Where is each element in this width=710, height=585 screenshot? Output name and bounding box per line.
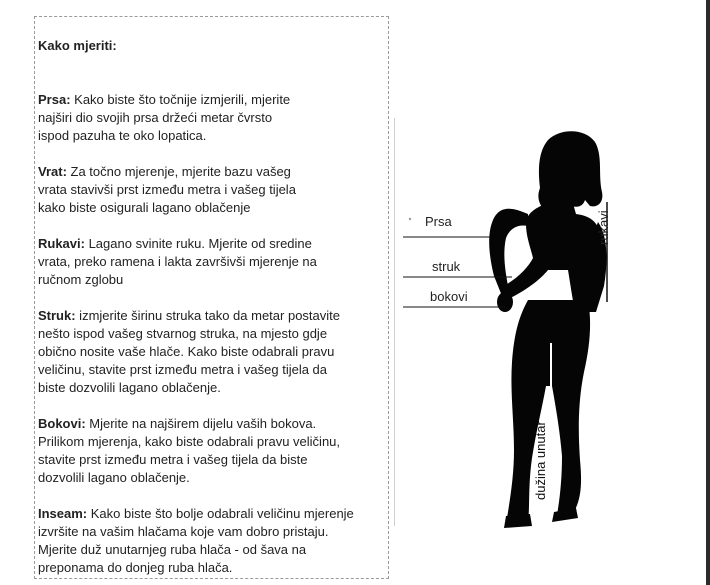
section-term: Bokovi: — [38, 416, 86, 431]
section-text: Kako biste što bolje odabrali veličinu mjerenje izvršite na vašim hlačama koje vam dobro pristaju. Mjerite duž unutarnjeg ruba hlača - od šava na preponama do donjeg ruba hlača. — [38, 506, 354, 575]
sleeves-label: rukavi — [596, 210, 611, 245]
hips-label: bokovi — [430, 289, 468, 304]
section-text: Za točno mjerenje, mjerite bazu vašeg vrata stavivši prst između metra i vašeg tijela kako biste osigurali lagano oblačenje — [38, 164, 296, 215]
section-text: Mjerite na najširem dijelu vaših bokova. Prilikom mjerenja, kako biste odabrali pravu veličinu, stavite prst između metra i vašeg tijela da biste dozvolili lagano oblačenje. — [38, 416, 341, 485]
inseam-label: dužina unutar — [533, 421, 548, 500]
instructions-title: Kako mjeriti: — [38, 38, 117, 53]
section-term: Rukavi: — [38, 236, 85, 251]
waist-label: struk — [432, 259, 461, 274]
section-text: Lagano svinite ruku. Mjerite od sredine vrata, preko ramena i lakta završivši mjerenje na ručnom zglobu — [38, 236, 317, 287]
section-term: Inseam: — [38, 506, 88, 521]
chest-label: Prsa — [425, 214, 452, 229]
section-term: Prsa: — [38, 92, 71, 107]
section-text: izmjerite širinu struka tako da metar postavite nešto ispod vašeg stvarnog struka, na mjesto gdje obično nosite vaše hlače. Kako biste odabrali pravu veličinu, stavite prst između metra i vašeg tijela da biste dozvolili lagano oblačenje. — [38, 308, 340, 395]
section-term: Struk: — [38, 308, 76, 323]
section-text: Kako biste što točnije izmjerili, mjerite najširi dio svojih prsa držeći metar čvrsto ispod pazuha te oko lopatica. — [38, 92, 291, 143]
chest-dot-marker — [409, 218, 411, 220]
section-term: Vrat: — [38, 164, 67, 179]
